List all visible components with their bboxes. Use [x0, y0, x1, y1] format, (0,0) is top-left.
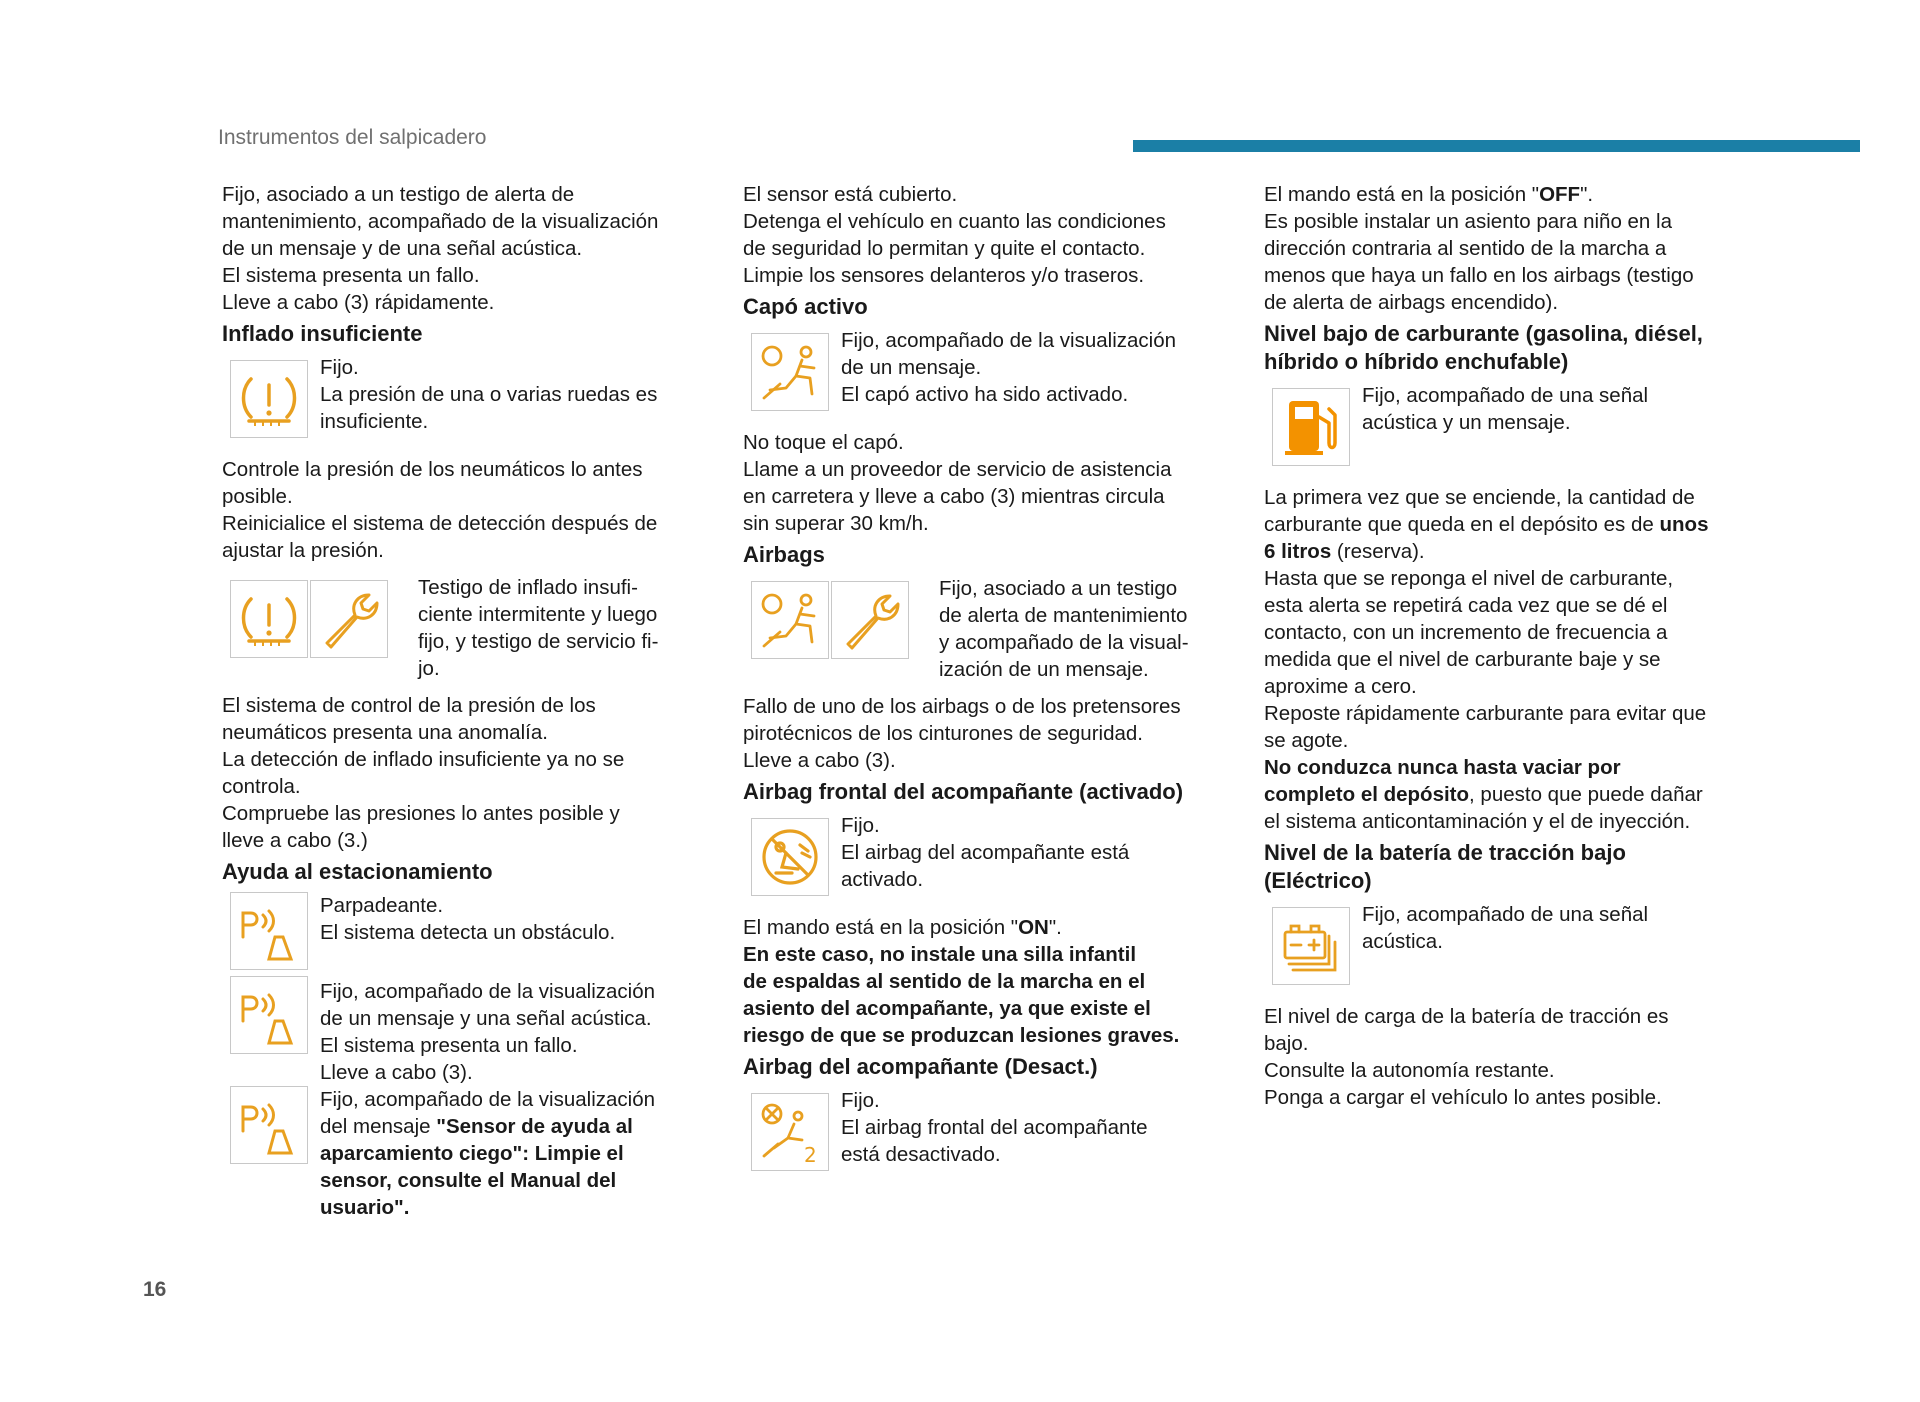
frontal-on-line: [743, 914, 1233, 941]
parking2-text-1: Fijo, acompañado de la visualización: [320, 980, 656, 1003]
fuel-warn-1: No conduzca nunca hasta vaciar por: [1264, 756, 1621, 779]
col2-intro-4: Limpie los sensores delanteros y/o traseros.: [743, 264, 1145, 287]
desact-icon-text-1: Fijo.: [841, 1089, 880, 1112]
column-3: [1264, 181, 1764, 1111]
testigo-row: [222, 570, 702, 682]
frontal-on-c: ".: [1048, 916, 1062, 939]
parking3-text-4: sensor, consulte el Manual del: [320, 1169, 617, 1192]
testigo-text-2: ciente intermitente y luego: [418, 603, 658, 626]
frontal-icon-text-1: Fijo.: [841, 814, 880, 837]
fuel-body-3: contacto, con un incremento de frecuencia a: [1264, 621, 1668, 644]
testigo-body-2: neumáticos presenta una anomalía.: [222, 721, 548, 744]
parking3-text-5: usuario".: [320, 1196, 410, 1219]
airbags-body-3: Lleve a cabo (3).: [743, 749, 896, 772]
testigo-text-4: jo.: [418, 657, 440, 680]
parking3-text-1: Fijo, acompañado de la visualización: [320, 1088, 656, 1111]
inflado-icon-text-1: Fijo.: [320, 356, 359, 379]
capo-icon-text-3: El capó activo ha sido activado.: [841, 383, 1129, 406]
frontal-on-a: El mando está en la posición ": [743, 916, 1019, 939]
fuel-warn-2b: , puesto que puede dañar: [1469, 783, 1703, 806]
parking-row-2: [222, 970, 702, 1086]
fuel-warn-3: el sistema anticontaminación y el de inyección.: [1264, 810, 1691, 833]
fuel-body-7: se agote.: [1264, 729, 1349, 752]
capo-body-2: Llame a un proveedor de servicio de asistencia: [743, 458, 1172, 481]
battery-row: [1264, 897, 1764, 985]
passenger-airbag-on-icon: [751, 818, 829, 896]
desact-icon-text-3: está desactivado.: [841, 1143, 1001, 1166]
svg-text:2: 2: [804, 1143, 817, 1166]
testigo-body-4: controla.: [222, 775, 301, 798]
testigo-body-6: lleve a cabo (3.): [222, 829, 368, 852]
off-body-1: Es posible instalar un asiento para niño en la: [1264, 210, 1672, 233]
off-b: OFF: [1539, 183, 1581, 206]
page-number: 16: [143, 1278, 167, 1301]
col2-intro-1: El sensor está cubierto.: [743, 183, 958, 206]
parking-row-1: [222, 888, 702, 970]
inflado-body-1: Controle la presión de los neumáticos lo antes: [222, 458, 643, 481]
wrench-icon: [310, 580, 388, 658]
battery-icon-text-2: acústica.: [1362, 930, 1443, 953]
frontal-title: Airbag frontal del acompañante (activado): [743, 779, 1184, 804]
col1-intro-2: mantenimiento, acompañado de la visualización: [222, 210, 659, 233]
inflado-icon-text-3: insuficiente.: [320, 410, 429, 433]
fuel-row: [1264, 378, 1764, 466]
fuel-pump-icon: [1272, 388, 1350, 466]
parking3-text-2b: "Sensor de ayuda al: [436, 1115, 633, 1138]
frontal-warning-2: de espaldas al sentido de la marcha en el: [743, 970, 1146, 993]
desact-title: Airbag del acompañante (Desact.): [743, 1054, 1098, 1079]
fuel-first-2b: unos: [1659, 513, 1709, 536]
fuel-body-4: medida que el nivel de carburante baje y se: [1264, 648, 1661, 671]
capo-row: [743, 323, 1233, 411]
battery-body-1: El nivel de carga de la batería de tracción es: [1264, 1005, 1669, 1028]
battery-icon: [1272, 907, 1350, 985]
col1-intro-4: El sistema presenta un fallo.: [222, 264, 480, 287]
airbags-body-1: Fallo de uno de los airbags o de los pretensores: [743, 695, 1181, 718]
inflado-title: Inflado insuficiente: [222, 321, 423, 346]
battery-body-4: Ponga a cargar el vehículo lo antes posible.: [1264, 1086, 1662, 1109]
inflado-warning-row: [222, 350, 702, 438]
airbags-icon-text-1: Fijo, asociado a un testigo: [939, 577, 1178, 600]
fuel-body-5: aproxime a cero.: [1264, 675, 1417, 698]
parking-title: Ayuda al estacionamiento: [222, 859, 493, 884]
fuel-first-2: [1264, 511, 1764, 538]
capo-icon-text-2: de un mensaje.: [841, 356, 982, 379]
airbags-icon-text-4: ización de un mensaje.: [939, 658, 1149, 681]
wrench-icon: [831, 581, 909, 659]
col1-intro-1: Fijo, asociado a un testigo de alerta de: [222, 183, 575, 206]
capo-body-3: en carretera y lleve a cabo (3) mientras circula: [743, 485, 1165, 508]
parking-sensor-icon: [230, 892, 308, 970]
inflado-body-3: Reinicialice el sistema de detección después de: [222, 512, 658, 535]
capo-body-1: No toque el capó.: [743, 431, 904, 454]
parking3-text-3: aparcamiento ciego": Limpie el: [320, 1142, 624, 1165]
airbags-body-2: pirotécnicos de los cinturones de seguridad.: [743, 722, 1143, 745]
frontal-icon-text-2: El airbag del acompañante está: [841, 841, 1130, 864]
desact-icon-text-2: El airbag frontal del acompañante: [841, 1116, 1148, 1139]
parking2-text-2: de un mensaje y una señal acústica.: [320, 1007, 652, 1030]
frontal-on-b: ON: [1018, 916, 1049, 939]
fuel-first-3b: (reserva).: [1331, 540, 1425, 563]
fuel-first-2a: carburante que queda en el depósito es de: [1264, 513, 1660, 536]
off-body-2: dirección contraria al sentido de la marcha a: [1264, 237, 1667, 260]
battery-title: [1264, 839, 1764, 895]
off-body-4: de alerta de airbags encendido).: [1264, 291, 1559, 314]
capo-body-4: sin superar 30 km/h.: [743, 512, 929, 535]
testigo-text-3: fijo, y testigo de servicio fi-: [418, 630, 659, 653]
inflado-icon-text-2: La presión de una o varias ruedas es: [320, 383, 658, 406]
frontal-icon-text-3: activado.: [841, 868, 924, 891]
airbags-title: Airbags: [743, 542, 825, 567]
capo-icon-text-1: Fijo, acompañado de la visualización: [841, 329, 1177, 352]
parking1-text-1: Parpadeante.: [320, 894, 444, 917]
fuel-title: [1264, 320, 1764, 376]
fuel-body-6: Reposte rápidamente carburante para evitar que: [1264, 702, 1707, 725]
parking3-text-2a: del mensaje: [320, 1115, 437, 1138]
battery-title-1: Nivel de la batería de tracción bajo: [1264, 840, 1626, 865]
frontal-row: [743, 808, 1233, 896]
frontal-warning-3: asiento del acompañante, ya que existe el: [743, 997, 1151, 1020]
parking2-text-3: El sistema presenta un fallo.: [320, 1034, 578, 1057]
fuel-first-3a: 6 litros: [1264, 540, 1332, 563]
active-bonnet-icon: [751, 333, 829, 411]
parking1-text-2: El sistema detecta un obstáculo.: [320, 921, 616, 944]
parking2-text-4: Lleve a cabo (3).: [320, 1061, 473, 1084]
col2-intro-2: Detenga el vehículo en cuanto las condiciones: [743, 210, 1166, 233]
frontal-warning-4: riesgo de que se produzcan lesiones graves.: [743, 1024, 1180, 1047]
fuel-icon-text-1: Fijo, acompañado de una señal: [1362, 384, 1649, 407]
off-line: [1264, 181, 1764, 208]
fuel-icon-text-2: acústica y un mensaje.: [1362, 411, 1571, 434]
fuel-title-2: híbrido o híbrido enchufable): [1264, 349, 1569, 374]
airbags-icon-text-2: de alerta de mantenimiento: [939, 604, 1188, 627]
header-title: Instrumentos del salpicadero: [218, 126, 487, 149]
column-1: [222, 181, 702, 1221]
tyre-pressure-icon: [230, 580, 308, 658]
parking-row-3: [222, 1086, 702, 1221]
fuel-title-1: Nivel bajo de carburante (gasolina, diésel,: [1264, 321, 1703, 346]
parking-sensor-icon: [230, 1086, 308, 1164]
fuel-warn-2: [1264, 781, 1764, 808]
off-body-3: menos que haya un fallo en los airbags (testigo: [1264, 264, 1694, 287]
fuel-body-2: esta alerta se repetirá cada vez que se dé el: [1264, 594, 1668, 617]
fuel-warn-2a: completo el depósito: [1264, 783, 1470, 806]
fuel-first-1: La primera vez que se enciende, la cantidad de: [1264, 486, 1695, 509]
header-accent-bar: [1133, 140, 1860, 152]
capo-title: Capó activo: [743, 294, 868, 319]
desact-row: [743, 1083, 1233, 1171]
battery-title-2: (Eléctrico): [1264, 868, 1372, 893]
parking3-text-2: [320, 1113, 655, 1140]
testigo-text-1: Testigo de inflado insufi-: [418, 576, 638, 599]
inflado-body-2: posible.: [222, 485, 293, 508]
off-c: ".: [1580, 183, 1594, 206]
airbags-icon-text-3: y acompañado de la visual-: [939, 631, 1189, 654]
tyre-pressure-icon: [230, 360, 308, 438]
testigo-body-5: Compruebe las presiones lo antes posible y: [222, 802, 620, 825]
battery-icon-text-1: Fijo, acompañado de una señal: [1362, 903, 1649, 926]
inflado-body-4: ajustar la presión.: [222, 539, 384, 562]
col1-intro-5: Lleve a cabo (3) rápidamente.: [222, 291, 495, 314]
airbags-row: [743, 571, 1233, 683]
battery-body-3: Consulte la autonomía restante.: [1264, 1059, 1555, 1082]
frontal-warning-1: En este caso, no instale una silla infantil: [743, 943, 1137, 966]
col1-intro-3: de un mensaje y de una señal acústica.: [222, 237, 583, 260]
column-2: [743, 181, 1233, 1171]
parking-sensor-icon: [230, 976, 308, 1054]
off-a: El mando está en la posición ": [1264, 183, 1540, 206]
fuel-first-3: [1264, 538, 1764, 565]
col2-intro-3: de seguridad lo permitan y quite el contacto.: [743, 237, 1146, 260]
fuel-body-1: Hasta que se reponga el nivel de carburante,: [1264, 567, 1674, 590]
passenger-airbag-off-icon: [751, 1093, 829, 1171]
testigo-body-3: La detección de inflado insuficiente ya no se: [222, 748, 625, 771]
testigo-body-1: El sistema de control de la presión de los: [222, 694, 596, 717]
battery-body-2: bajo.: [1264, 1032, 1309, 1055]
airbag-icon: [751, 581, 829, 659]
